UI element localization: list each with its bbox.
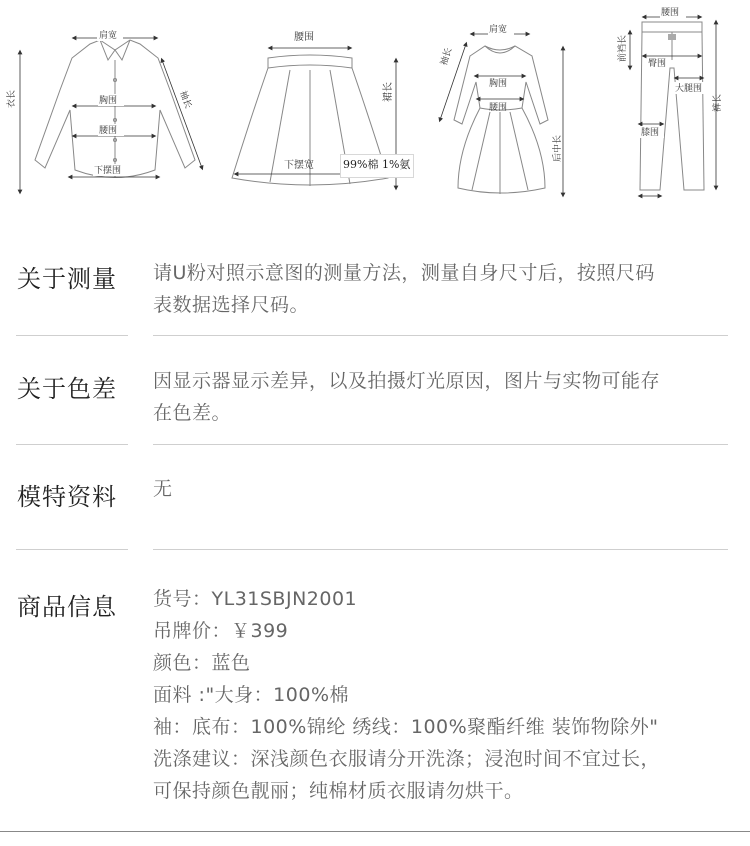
garment-diagrams: [0, 0, 750, 215]
body-line: 请U粉对照示意图的测量方法，测量自身尺寸后，按照尺码: [153, 262, 655, 284]
body-line: 无: [153, 478, 173, 500]
shirt-chest-label: 胸围: [99, 96, 118, 106]
section-title: 模特资料: [17, 483, 117, 511]
skirt-hem-label: 下摆宽: [284, 160, 314, 171]
dress-waist-label: 腰围: [489, 103, 508, 113]
body-line: 货号：YL31SBJN2001: [153, 588, 358, 610]
section-body: [153, 365, 733, 429]
skirt-waist-label: 腰围: [294, 32, 314, 43]
section-body: [153, 257, 733, 321]
body-line: 袖：底布：100%锦纶 绣线：100%聚酯纤维 装饰物除外": [153, 716, 659, 738]
pants-knee-label: 膝围: [641, 128, 660, 138]
body-line: 因显示器显示差异，以及拍摄灯光原因，图片与实物可能存: [153, 370, 661, 392]
section-body: [153, 473, 733, 505]
skirt-length-label: 裙长: [383, 82, 394, 102]
dress-shoulder-label: 肩宽: [489, 25, 508, 35]
body-line: 吊牌价：￥399: [153, 620, 289, 642]
pants-length-label: 裤长: [713, 93, 723, 112]
section-title: 关于色差: [17, 375, 117, 403]
body-line: 可保持颜色靓丽；纯棉材质衣服请勿烘干。: [153, 780, 524, 802]
divider: [153, 549, 728, 550]
section-body: [153, 583, 733, 807]
dress-measure-lines: [440, 34, 563, 195]
body-line: 在色差。: [153, 402, 232, 424]
dress-diagram: [454, 46, 548, 194]
pants-hip-label: 臀围: [648, 59, 667, 69]
dress-sleeve-label: 袖长: [439, 46, 455, 67]
pants-front-rise-label: 前裆长: [618, 34, 628, 62]
divider: [16, 335, 128, 336]
shirt-waist-label: 腰围: [99, 126, 118, 136]
divider: [153, 444, 728, 445]
section-title: 商品信息: [17, 593, 117, 621]
shirt-hem-label: 下摆围: [94, 166, 122, 176]
pants-diagram: [640, 22, 704, 190]
body-line: 洗涤建议：深浅颜色衣服请分开洗涤；浸泡时间不宜过长，: [153, 748, 661, 770]
pants-thigh-label: 大腿围: [675, 84, 703, 94]
shirt-sleeve-label: 袖长: [177, 89, 193, 110]
divider: [153, 335, 728, 336]
section-title: 关于测量: [17, 265, 117, 293]
size-diagrams: [0, 0, 750, 215]
divider: [16, 549, 128, 550]
body-line: 面料 :"大身：100%棉: [153, 684, 349, 706]
divider: [16, 444, 128, 445]
shirt-shoulder-label: 肩宽: [99, 31, 118, 41]
dress-chest-label: 胸围: [489, 79, 508, 89]
pants-waist-label: 腰围: [661, 8, 680, 18]
dress-back-length-label: 后中长: [553, 134, 563, 162]
body-line: 颜色：蓝色: [153, 652, 251, 674]
fabric-note-overlay: 99%棉 1%氨: [340, 154, 414, 178]
bottom-divider: [0, 831, 750, 832]
shirt-diagram: [35, 40, 195, 178]
shirt-length-label: 衣长: [7, 89, 17, 108]
body-line: 表数据选择尺码。: [153, 294, 310, 316]
